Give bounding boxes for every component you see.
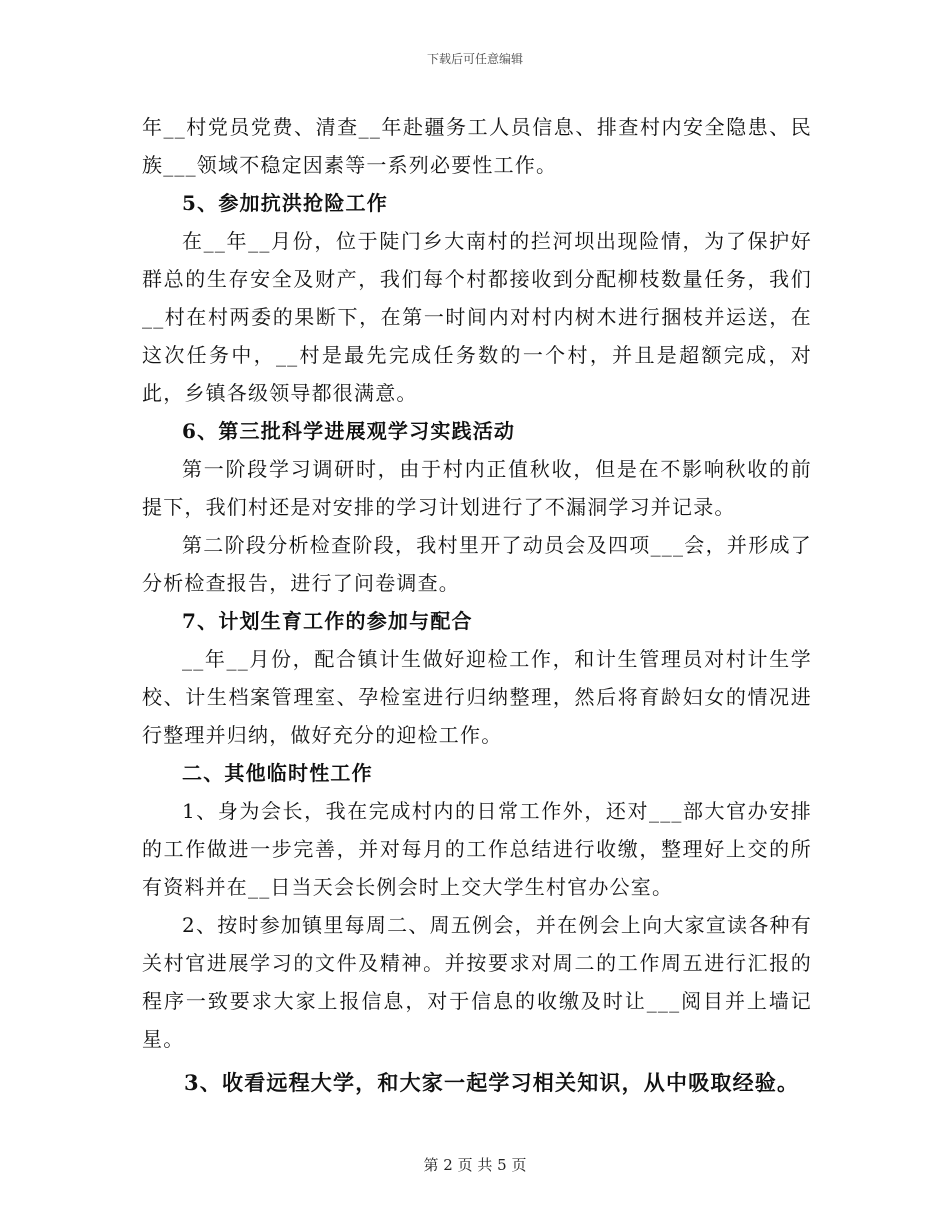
section-heading-other-3: 3、收看远程大学，和大家一起学习相关知识，从中吸取经验。 [184, 1070, 800, 1095]
section-heading-6: 6、第三批科学进展观学习实践活动 [182, 419, 516, 443]
paragraph-family-planning: __年__月份，配合镇计生做好迎检工作，和计生管理员对村计生学校、计生档案管理室、孕检室进行归纳整理，然后将育龄妇女的情况进行整理并归纳，做好充分的迎检工作。 [142, 647, 812, 747]
document-body [142, 108, 812, 1102]
paragraph-other-1: 1、身为会长，我在完成村内的日常工作外，还对___部大官办安排的工作做进一步完善，并对每月的工作总结进行收缴，整理好上交的所有资料并在__日当天会长例会时上交大学生村官办公室。 [142, 799, 812, 899]
paragraph-stage-two: 第二阶段分析检查阶段，我村里开了动员会及四项___会，并形成了分析检查报告，进行了问卷调查。 [142, 533, 812, 595]
section-heading-other: 二、其他临时性工作 [182, 761, 373, 785]
section-heading-5: 5、参加抗洪抢险工作 [182, 191, 388, 215]
paragraph-flood-relief: 在__年__月份，位于陡门乡大南村的拦河坝出现险情，为了保护好群总的生存安全及财产，我们每个村都接收到分配柳枝数量任务，我们__村在村两委的果断下，在第一时间内对村内树木进行捆枝并运送，在这次任务中，__村是最先完成任务数的一个村，并且是超额完成，对此，乡镇各级领导都很满意。 [142, 229, 812, 405]
paragraph-other-2: 2、按时参加镇里每周二、周五例会，并在例会上向大家宣读各种有关村官进展学习的文件及精神。并按要求对周二的工作周五进行汇报的程序一致要求大家上报信息，对于信息的收缴及时让___阅目并上墙记星。 [142, 913, 812, 1051]
paragraph-continued: 年__村党员党费、清查__年赴疆务工人员信息、排查村内安全隐患、民族___领域不稳定因素等一系列必要性工作。 [142, 115, 812, 177]
section-heading-7: 7、计划生育工作的参加与配合 [182, 609, 473, 633]
page-header: 下载后可任意编辑 [426, 52, 523, 66]
page-footer: 第 2 页 共 5 页 [423, 1156, 527, 1174]
paragraph-stage-one: 第一阶段学习调研时，由于村内正值秋收，但是在不影响秋收的前提下，我们村还是对安排的学习计划进行了不漏洞学习并记录。 [142, 457, 812, 519]
